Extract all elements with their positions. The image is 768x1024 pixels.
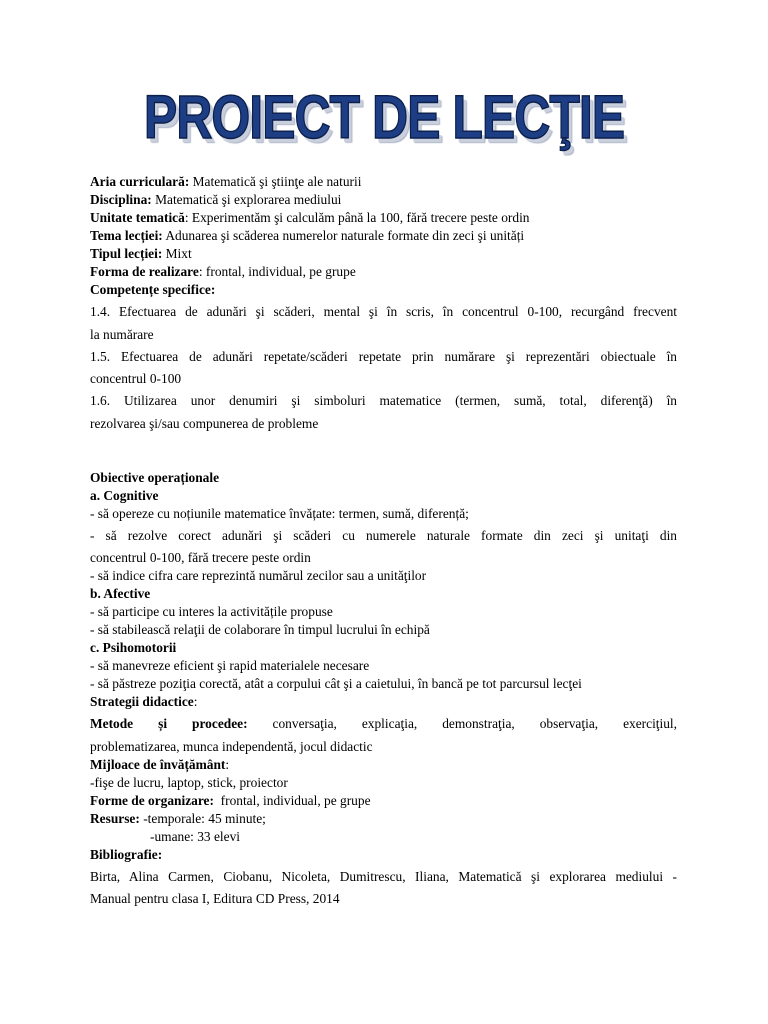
afective-heading: b. Afective xyxy=(90,586,151,601)
strategii-heading: Strategii didactice: xyxy=(90,694,198,709)
aria-curriculara-line xyxy=(90,173,677,191)
competente-heading: Competențe specifice: xyxy=(90,282,216,297)
forma-value: : frontal, individual, pe grupe xyxy=(198,264,356,279)
tema-label: Tema lecției: xyxy=(90,228,163,243)
forma-realizare-line xyxy=(90,263,677,281)
cognitive-heading: a. Cognitive xyxy=(90,487,159,503)
mijloace-value: -fişe de lucru, laptop, stick, proiector xyxy=(90,774,288,790)
competenta-3-line2: rezolvarea şi/sau compunerea de probleme xyxy=(90,415,319,431)
bibliografie-heading: Bibliografie: xyxy=(90,846,163,862)
bibliografie-line1: Birta, Alina Carmen, Ciobanu, Nicoleta, Dumitrescu, Iliana, Matematică şi explorarea mediului - xyxy=(90,868,677,884)
cognitive-item-3: - să indice cifra care reprezintă numărul zecilor sau a unităţilor xyxy=(90,568,427,583)
forme-value: frontal, individual, pe grupe xyxy=(213,792,371,808)
competenta-2-line1: 1.5. Efectuarea de adunări repetate/scăderi repetate prin numărare şi reprezentări obiectuale în xyxy=(90,348,677,364)
document-body xyxy=(90,173,677,908)
metode-value: conversaţia, explicaţia, demonstraţia, observaţia, exerciţiul, xyxy=(247,716,677,731)
resurse-umane: -umane: 33 elevi xyxy=(150,828,240,844)
disciplina-value: Matematică şi explorarea mediului xyxy=(151,192,342,207)
aria-label: Aria curriculară: xyxy=(90,174,190,189)
psihomotorii-heading: c. Psihomotorii xyxy=(90,640,177,655)
disciplina-line xyxy=(90,191,677,209)
section-spacer xyxy=(90,433,677,469)
page-title: PROIECT DE LECŢIE xyxy=(143,83,625,152)
disciplina-label: Disciplina: xyxy=(90,192,152,207)
forma-label: Forma de realizare xyxy=(90,264,199,279)
cognitive-item-1: - să opereze cu noțiunile matematice învățate: termen, sumă, diferență; xyxy=(90,505,469,521)
tema-lectiei-line xyxy=(90,227,677,245)
resurse-umane-line xyxy=(90,828,677,846)
tipul-label: Tipul lecției: xyxy=(90,246,163,261)
tipul-lectiei-line xyxy=(90,245,677,263)
resurse-temporale: -temporale: 45 minute; xyxy=(139,810,266,826)
competenta-3-line1: 1.6. Utilizarea unor denumiri şi simboluri matematice (termen, sumă, total, diferenţă) în xyxy=(90,393,677,408)
mijloace-heading: Mijloace de învățământ: xyxy=(90,756,230,772)
competenta-1-line2: la numărare xyxy=(90,326,154,342)
unitate-tematica-line xyxy=(90,209,677,227)
forme-organizare-line xyxy=(90,792,677,810)
resurse-line xyxy=(90,810,677,828)
obiective-heading: Obiective operaționale xyxy=(90,469,220,485)
metode-label: Metode și procedee: xyxy=(90,716,248,731)
tipul-value: Mixt xyxy=(162,246,192,261)
unitate-value: : Experimentăm şi calculăm până la 100, fără trecere peste ordin xyxy=(184,210,530,225)
resurse-label: Resurse: xyxy=(90,810,140,826)
afective-item-1: - să participe cu interes la activitățile propuse xyxy=(90,604,333,619)
psihomotorii-item-2: - să păstreze poziţia corectă, atât a corpului cât şi a caietului, în bancă pe tot parcursul lecţei xyxy=(90,676,582,691)
tema-value: Adunarea şi scăderea numerelor naturale formate din zeci şi unități xyxy=(162,228,525,243)
forme-label: Forme de organizare: xyxy=(90,792,214,808)
cognitive-item-2-line2: concentrul 0-100, fără trecere peste ordin xyxy=(90,550,311,565)
metode-line1 xyxy=(90,711,677,738)
afective-item-2: - să stabilească relaţii de colaborare în timpul lucrului în echipă xyxy=(90,622,430,637)
psihomotorii-item-1: - să manevreze eficient şi rapid materialele necesare xyxy=(90,658,370,673)
unitate-label: Unitate tematică xyxy=(90,210,185,225)
cognitive-item-2-line1: - să rezolve corect adunări şi scăderi cu numerele naturale formate din zeci şi unitaţi din xyxy=(90,527,677,543)
metode-line2: problematizarea, munca independentă, jocul didactic xyxy=(90,738,373,754)
competenta-2-line2: concentrul 0-100 xyxy=(90,371,182,386)
bibliografie-line2: Manual pentru clasa I, Editura CD Press, 2014 xyxy=(90,891,340,906)
aria-value: Matematică şi ştiinţe ale naturii xyxy=(189,174,362,189)
competenta-1-line1: 1.4. Efectuarea de adunări şi scăderi, mental şi în scris, în concentrul 0-100, recurgând frecvent xyxy=(90,304,677,319)
